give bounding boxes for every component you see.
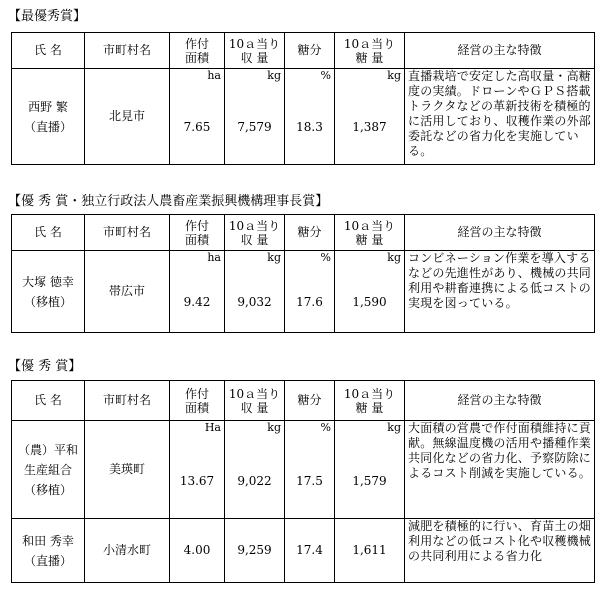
header-sugar: 糖分 — [285, 33, 335, 69]
unit-row — [12, 69, 595, 91]
header-sugar: 糖分 — [285, 381, 335, 421]
unit-row — [12, 251, 595, 273]
unit-area: Ha — [170, 421, 225, 445]
header-row — [12, 215, 595, 251]
award-table — [11, 32, 595, 165]
header-name: 氏 名 — [12, 215, 85, 251]
unit-area: ha — [170, 251, 225, 273]
award-table — [11, 214, 595, 333]
header-city: 市町村名 — [85, 381, 170, 421]
row-area: 9.42 — [170, 273, 225, 333]
unit-yield: kg — [225, 251, 285, 273]
header-area: 作付 面積 — [170, 381, 225, 421]
unit-sugar: % — [285, 251, 335, 273]
row-yield: 9,022 — [225, 445, 285, 519]
section-title: 【優 秀 賞・独立行政法人農畜産業振興機構理事長賞】 — [8, 194, 329, 209]
unit-yield: kg — [225, 421, 285, 445]
unit-sugar-yield: kg — [335, 421, 405, 445]
row-area: 7.65 — [170, 91, 225, 165]
header-features: 経営の主な特徴 — [405, 215, 595, 251]
header-yield: 10ａ当り 収 量 — [225, 381, 285, 421]
unit-sugar-yield: kg — [335, 251, 405, 273]
unit-sugar: % — [285, 69, 335, 91]
row-area: 13.67 — [170, 445, 225, 519]
row-name: 大塚 徳幸 （移植） — [12, 251, 85, 333]
row-sugar-yield: 1,590 — [335, 273, 405, 333]
row-yield: 9,259 — [225, 519, 285, 583]
header-area: 作付 面積 — [170, 33, 225, 69]
row-sugar-yield: 1,387 — [335, 91, 405, 165]
header-sugar: 糖分 — [285, 215, 335, 251]
header-sugar-yield: 10ａ当り 糖 量 — [335, 381, 405, 421]
header-row — [12, 33, 595, 69]
row-features: 大面積の営農で作付面積維持に貢献。無線温度機の活用や播種作業共同化などの省力化、予察防除によるコスト削減を実施している。 — [405, 421, 595, 519]
header-sugar-yield: 10ａ当り 糖 量 — [335, 215, 405, 251]
header-features: 経営の主な特徴 — [405, 33, 595, 69]
header-features: 経営の主な特徴 — [405, 381, 595, 421]
header-area: 作付 面積 — [170, 215, 225, 251]
header-name: 氏 名 — [12, 381, 85, 421]
row-features: 直播栽培で安定した高収量・高糖度の実績。ドローンやＧＰＳ搭載トラクタなどの革新技術を積極的に活用しており、収穫作業の外部委託などの省力化を実施している。 — [405, 69, 595, 165]
header-row — [12, 381, 595, 421]
header-city: 市町村名 — [85, 33, 170, 69]
award-table — [11, 380, 595, 583]
row-sugar: 17.6 — [285, 273, 335, 333]
row-city: 帯広市 — [85, 251, 170, 333]
table-row — [12, 519, 595, 583]
row-features: コンビネーション作業を導入するなどの先進性があり、機械の共同利用や耕畜連携による低コストの実現を図っている。 — [405, 251, 595, 333]
unit-yield: kg — [225, 69, 285, 91]
header-city: 市町村名 — [85, 215, 170, 251]
header-name: 氏 名 — [12, 33, 85, 69]
row-name: 和田 秀幸 （直播） — [12, 519, 85, 583]
row-city: 北見市 — [85, 69, 170, 165]
header-yield: 10ａ当り 収 量 — [225, 33, 285, 69]
row-yield: 7,579 — [225, 91, 285, 165]
unit-sugar: % — [285, 421, 335, 445]
unit-area: ha — [170, 69, 225, 91]
row-name: 西野 繁 （直播） — [12, 69, 85, 165]
row-city: 小清水町 — [85, 519, 170, 583]
row-sugar-yield: 1,611 — [335, 519, 405, 583]
unit-sugar-yield: kg — [335, 69, 405, 91]
row-sugar: 18.3 — [285, 91, 335, 165]
unit-row — [12, 421, 595, 445]
row-name: （農）平和 生産組合 （移植） — [12, 421, 85, 519]
row-sugar: 17.5 — [285, 445, 335, 519]
row-features: 減肥を積極的に行い、育苗土の畑利用などの低コスト化や収穫機械の共同利用による省力化 — [405, 519, 595, 583]
section-title: 【最優秀賞】 — [8, 9, 87, 24]
section-title: 【優 秀 賞】 — [8, 359, 82, 374]
header-yield: 10ａ当り 収 量 — [225, 215, 285, 251]
row-yield: 9,032 — [225, 273, 285, 333]
header-sugar-yield: 10ａ当り 糖 量 — [335, 33, 405, 69]
row-city: 美瑛町 — [85, 421, 170, 519]
row-sugar: 17.4 — [285, 519, 335, 583]
row-sugar-yield: 1,579 — [335, 445, 405, 519]
row-area: 4.00 — [170, 519, 225, 583]
